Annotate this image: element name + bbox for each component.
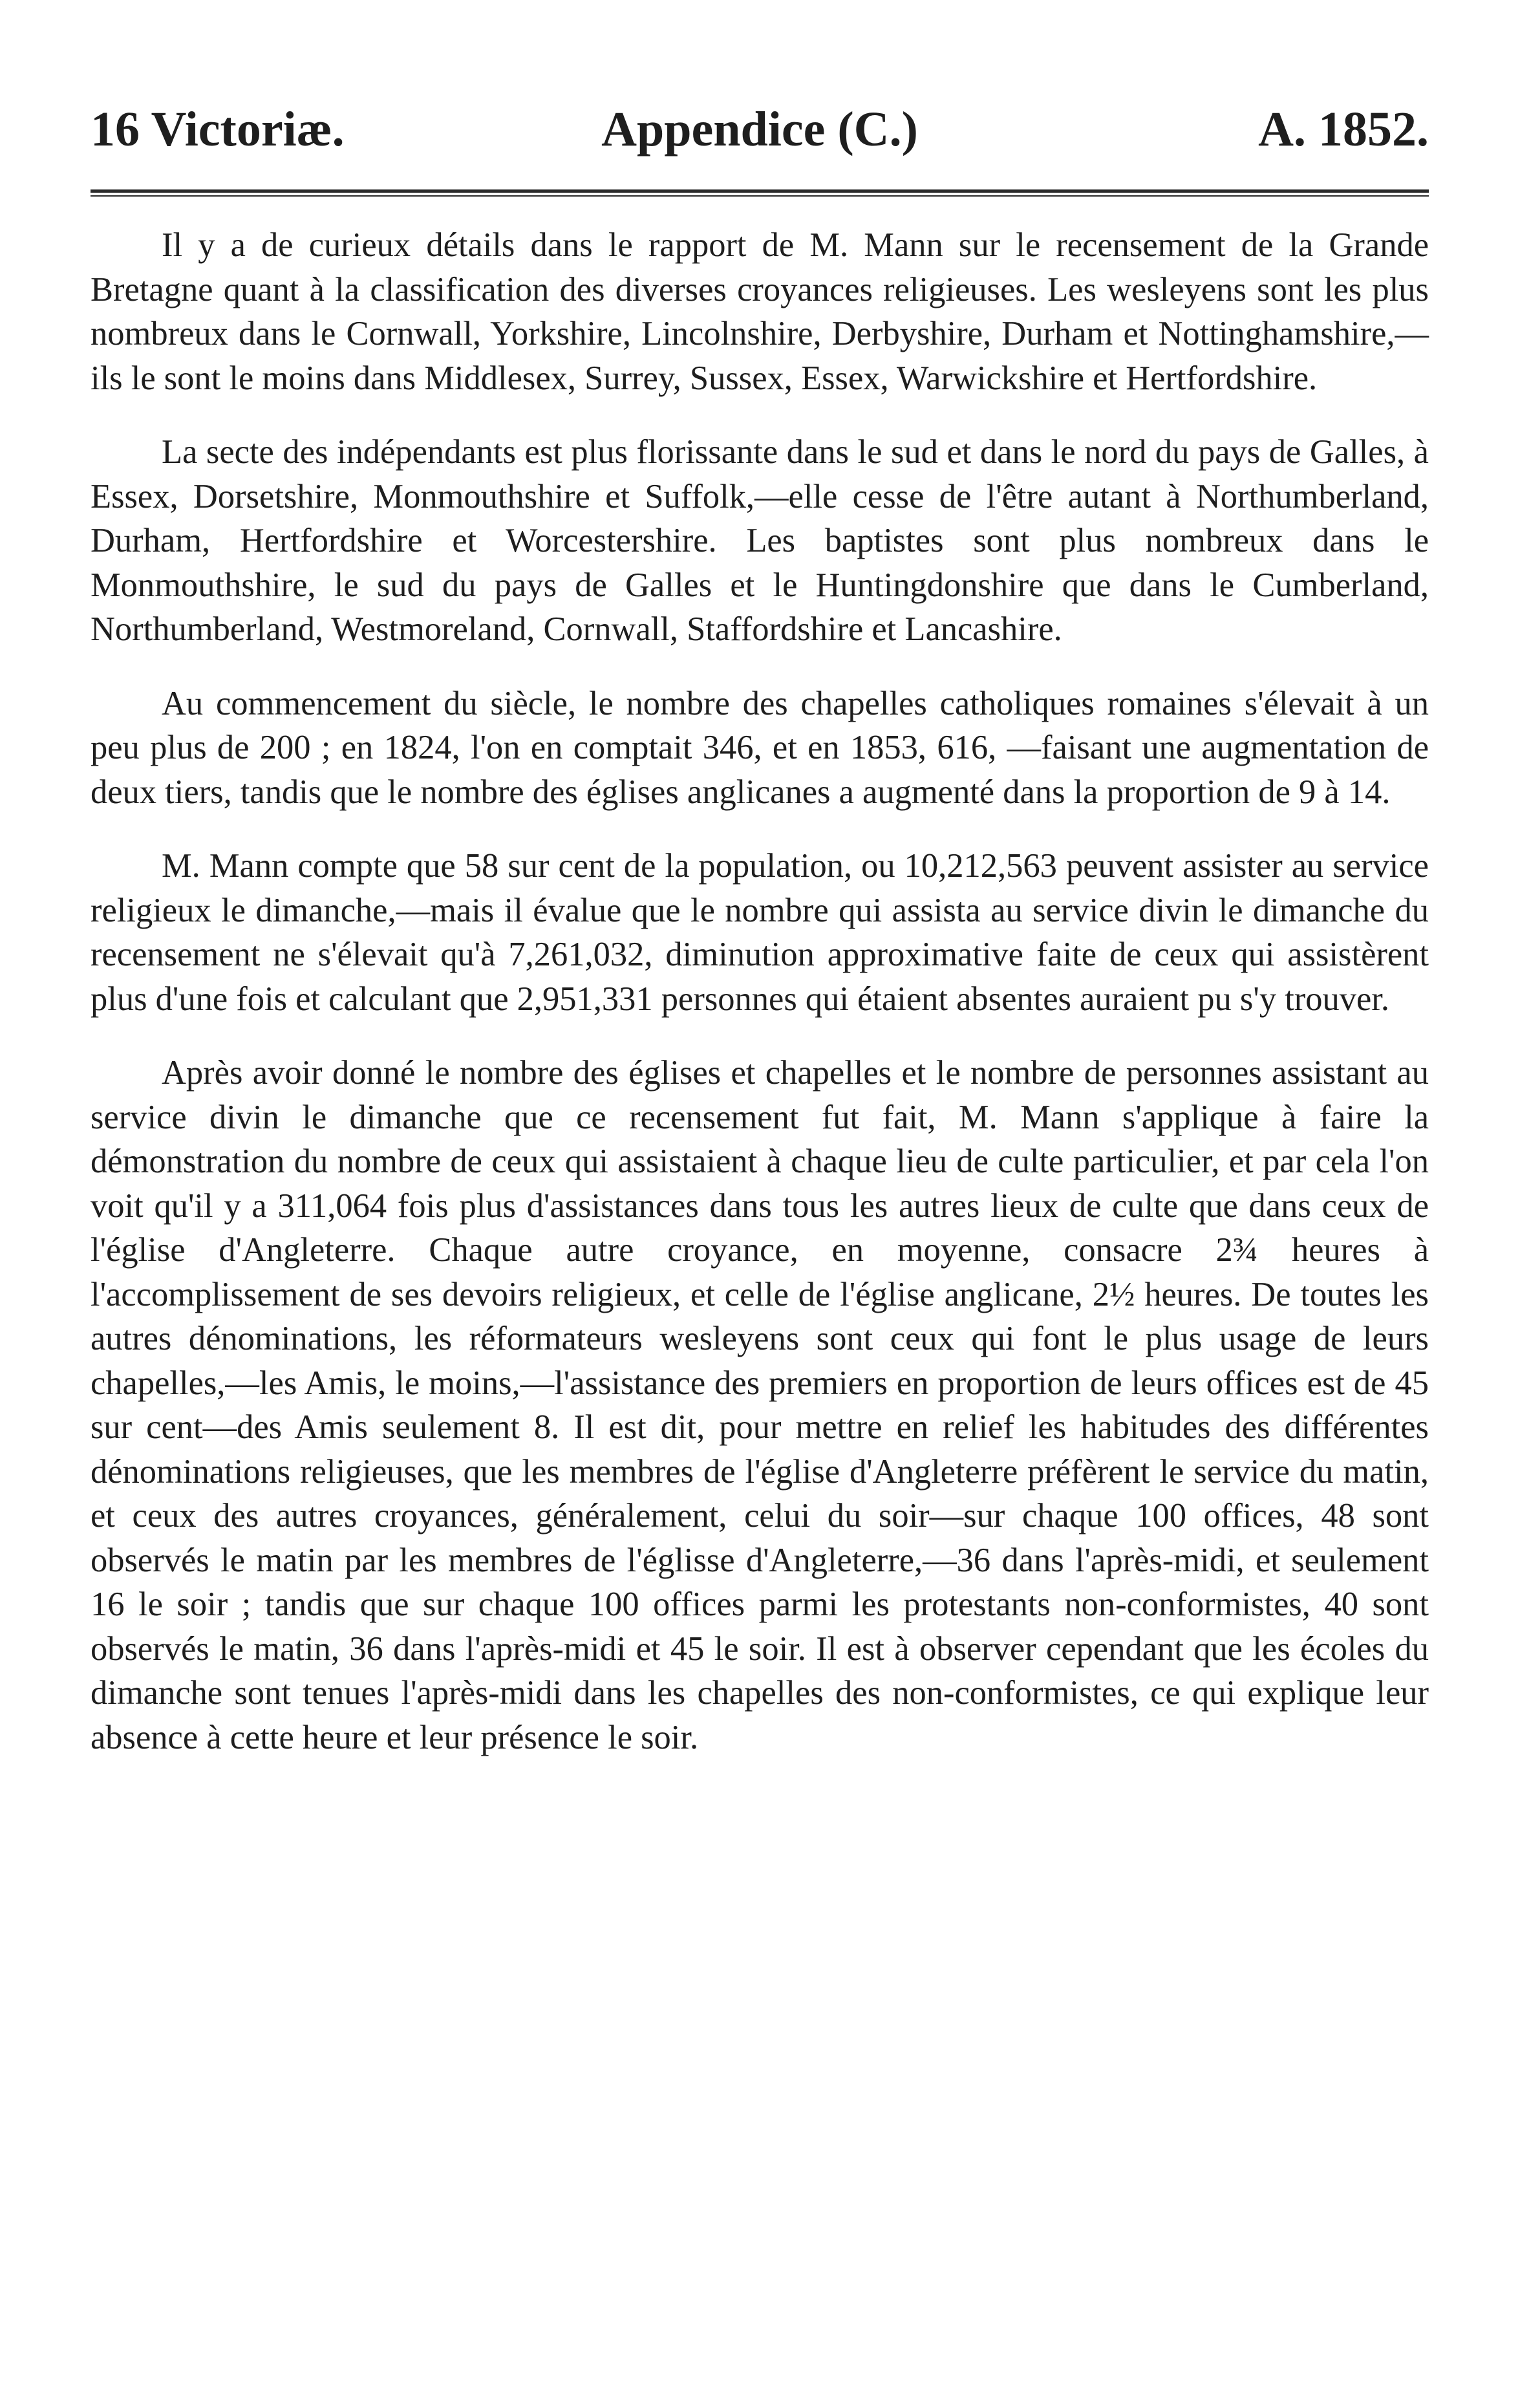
paragraph-4: M. Mann compte que 58 sur cent de la population, ou 10,212,563 peuvent assister au service religieux le dimanche,—mais il évalue que le nombre qui assista au service divin le dimanche du recensement ne s'élevait qu'à 7,261,032, diminution approximative faite de ceux qui assistèrent plus d'une fois et calculant que 2,951,331 personnes qui étaient absentes auraient pu s'y trouver. <box>91 847 1429 1018</box>
paragraph-2: La secte des indépendants est plus florissante dans le sud et dans le nord du pays de Galles, à Essex, Dorsetshire, Monmouthshire et Suffolk,—elle cesse de l'être autant à Northumberland, Durham, Hertfordshire et Worcestershire. Les baptistes sont plus nombreux dans le Monmouthshire, le sud du pays de Galles et le Huntingdonshire que dans le Cumberland, Northumberland, Westmoreland, Cornwall, Staffordshire et Lancashire. <box>91 433 1429 648</box>
page-header <box>91 97 1429 162</box>
header-rule-thin <box>91 195 1429 197</box>
paragraph-5: Après avoir donné le nombre des églises et chapelles et le nombre de personnes assistant au service divin le dimanche que ce recensement fut fait, M. Mann s'applique à faire la démonstration du nombre de ceux qui assistaient à chaque lieu de culte particulier, et par cela l'on voit qu'il y a 311,064 fois plus d'assistances dans tous les autres lieux de culte que dans ceux de l'église d'Angleterre. Chaque autre croyance, en moyenne, consacre 2¾ heures à l'accomplissement de ses devoirs religieux, et celle de l'église anglicane, 2½ heures. De toutes les autres dénominations, les réformateurs wesleyens sont ceux qui font le plus usage de leurs chapelles,—les Amis, le moins,—l'assistance des premiers en proportion de leurs offices est de 45 sur cent—des Amis seulement 8. Il est dit, pour mettre en relief les habitudes des différentes dénominations religieuses, que les membres de l'église d'Angleterre préfèrent le service du matin, et ceux des autres croyances, généralement, celui du soir—sur chaque 100 offices, 48 sont observés le matin par les membres de l'églisse d'Angleterre,—36 dans l'après-midi, et seulement 16 le soir ; tandis que sur chaque 100 offices parmi les protestants non-conformistes, 40 sont observés le matin, 36 dans l'après-midi et 45 le soir. Il est à observer cependant que les écoles du dimanche sont tenues l'après-midi dans les chapelles des non-conformistes, ce qui explique leur absence à cette heure et leur présence le soir. <box>91 1054 1429 1756</box>
header-appendix: Appendice (C.) <box>601 102 918 156</box>
header-year: A. 1852. <box>1258 102 1429 156</box>
header-session: 16 Victoriæ. <box>91 102 345 156</box>
header-rule-thick <box>91 189 1429 193</box>
body-text <box>91 223 1429 1789</box>
paragraph-1: Il y a de curieux détails dans le rapport de M. Mann sur le recensement de la Grande Bretagne quant à la classification des diverses croyances religieuses. Les wesleyens sont les plus nombreux dans le Cornwall, Yorkshire, Lincolnshire, Derbyshire, Durham et Nottinghamshire,—ils le sont le moins dans Middlesex, Surrey, Sussex, Essex, Warwickshire et Hertfordshire. <box>91 226 1429 397</box>
header-double-rule <box>91 189 1429 199</box>
paragraph-3: Au commencement du siècle, le nombre des chapelles catholiques romaines s'élevait à un peu plus de 200 ; en 1824, l'on en comptait 346, et en 1853, 616, —faisant une augmentation de deux tiers, tandis que le nombre des églises anglicanes a augmenté dans la proportion de 9 à 14. <box>91 684 1429 811</box>
